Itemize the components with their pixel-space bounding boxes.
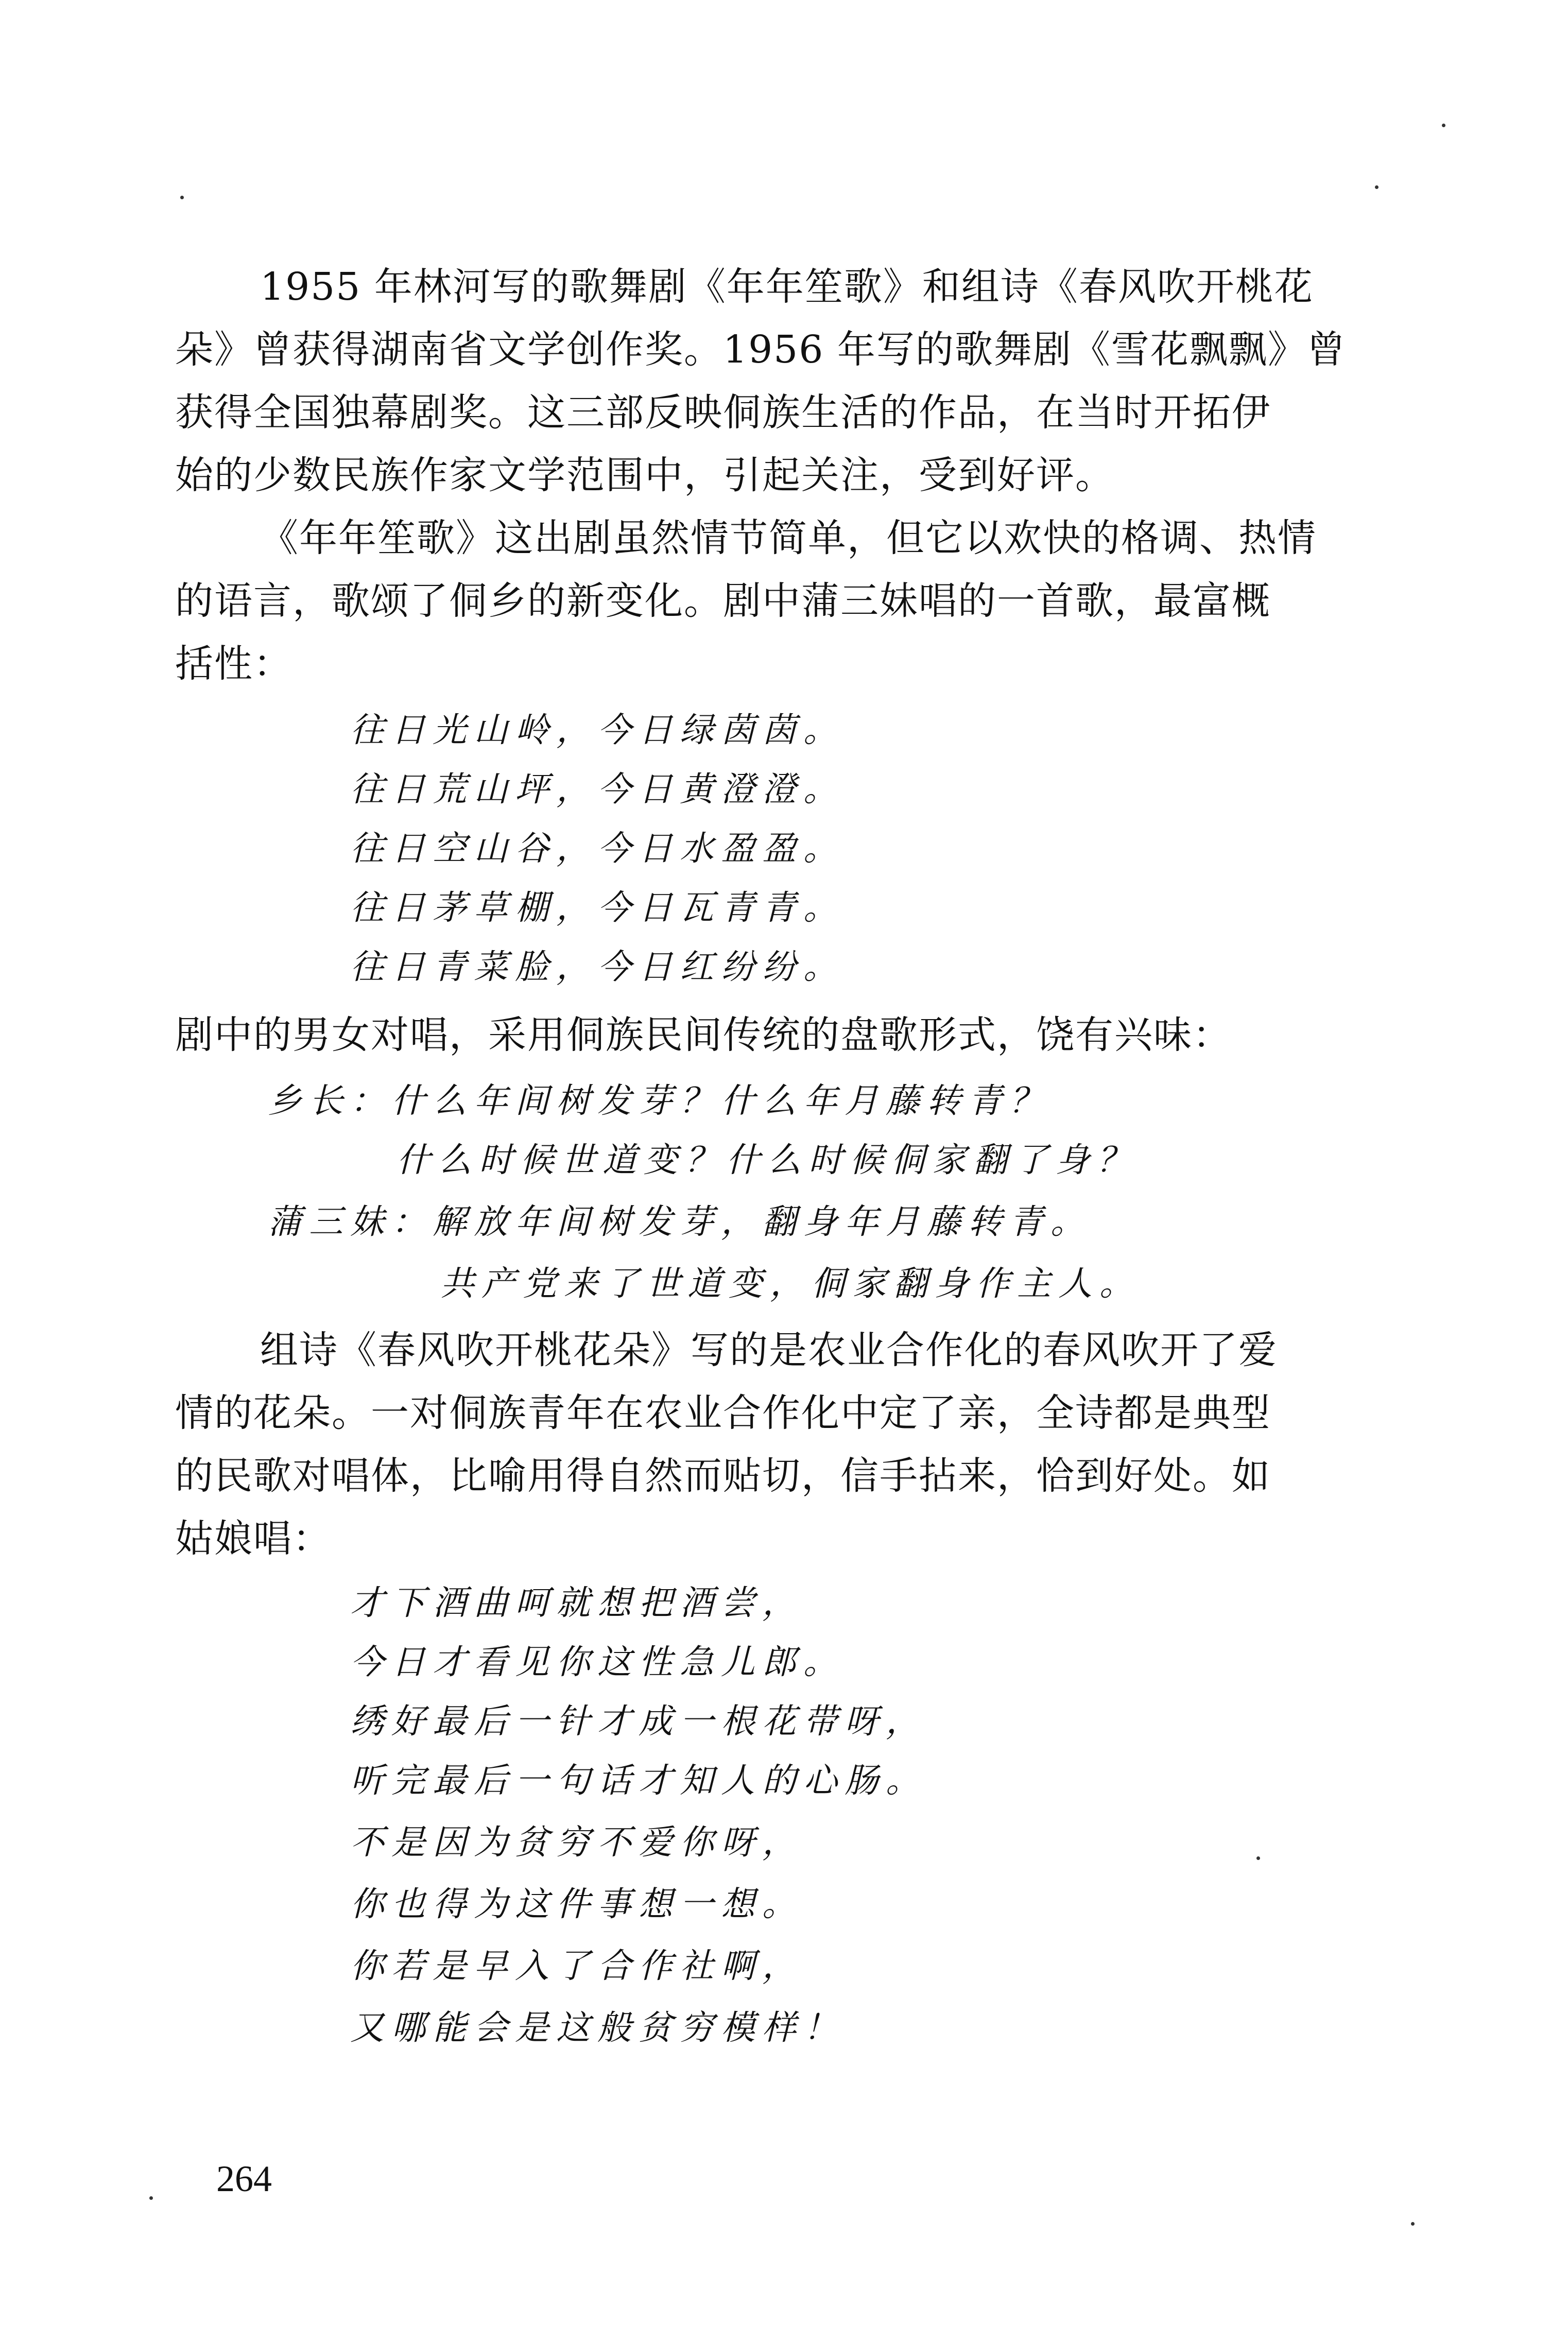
verse-1-line-2: 往日荒山坪，今日黄澄澄。	[350, 769, 845, 809]
paragraph-1-line-1: 1955 年林河写的歌舞剧《年年笙歌》和组诗《春风吹开桃花	[260, 265, 1314, 309]
paragraph-3-line-1: 组诗《春风吹开桃花朵》写的是农业合作化的春风吹开了爱	[260, 1328, 1278, 1372]
verse-1-line-3: 往日空山谷，今日水盈盈。	[350, 829, 845, 868]
scan-speck	[1256, 1856, 1260, 1860]
page-number: 264	[216, 2158, 272, 2199]
verse-2-line-1: 才下酒曲呵就想把酒尝，	[350, 1583, 803, 1623]
paragraph-3-line-3: 的民歌对唱体，比喻用得自然而贴切，信手拈来，恰到好处。如	[175, 1454, 1271, 1498]
verse-2-line-2: 今日才看见你这性急儿郎。	[350, 1642, 845, 1682]
scan-speck	[1375, 185, 1379, 189]
paragraph-3-line-2: 情的花朵。一对侗族青年在农业合作化中定了亲，全诗都是典型	[175, 1391, 1271, 1435]
paragraph-2-line-3: 括性：	[175, 642, 292, 686]
verse-1-line-4: 往日茅草棚，今日瓦青青。	[350, 888, 845, 927]
scan-speck	[149, 2196, 153, 2200]
duet-line-3: 蒲三妹：解放年间树发芽，翻身年月藤转青。	[268, 1202, 1092, 1242]
scan-speck	[180, 196, 184, 199]
duet-line-1: 乡长：什么年间树发芽？什么年月藤转青？	[268, 1081, 1050, 1121]
paragraph-2-line-1: 《年年笙歌》这出剧虽然情节简单，但它以欢快的格调、热情	[260, 516, 1317, 560]
verse-1-line-1: 往日光山岭，今日绿茵茵。	[350, 710, 845, 750]
verse-1-line-5: 往日青菜脸，今日红纷纷。	[350, 947, 845, 987]
verse-2-line-3: 绣好最后一针才成一根花带呀，	[350, 1701, 927, 1741]
duet-line-4: 共产党来了世道变，侗家翻身作主人。	[440, 1264, 1141, 1303]
verse-2-line-4: 听完最后一句话才知人的心肠。	[350, 1761, 927, 1800]
verse-2-line-8: 又哪能会是这般贫穷模样！	[350, 2008, 845, 2047]
verse-2-line-5: 不是因为贫穷不爱你呀，	[350, 1822, 803, 1862]
paragraph-3-line-4: 姑娘唱：	[175, 1517, 332, 1561]
paragraph-1-line-2: 朵》曾获得湖南省文学创作奖。1956 年写的歌舞剧《雪花飘飘》曾	[175, 328, 1346, 372]
verse-2-line-7: 你若是早入了合作社啊，	[350, 1946, 803, 1986]
paragraph-2-line-2: 的语言，歌颂了侗乡的新变化。剧中蒲三妹唱的一首歌，最富概	[175, 579, 1271, 623]
duet-intro: 剧中的男女对唱，采用侗族民间传统的盘歌形式，饶有兴味：	[175, 1013, 1232, 1057]
duet-line-2: 什么时候世道变？什么时候侗家翻了身？	[397, 1140, 1138, 1180]
verse-2-line-6: 你也得为这件事想一想。	[350, 1884, 803, 1924]
paragraph-1-line-4: 始的少数民族作家文学范围中，引起关注，受到好评。	[175, 453, 1114, 497]
paragraph-1-line-3: 获得全国独幕剧奖。这三部反映侗族生活的作品，在当时开拓伊	[175, 390, 1271, 435]
scan-speck	[1411, 2222, 1415, 2226]
scan-speck	[1442, 124, 1445, 127]
